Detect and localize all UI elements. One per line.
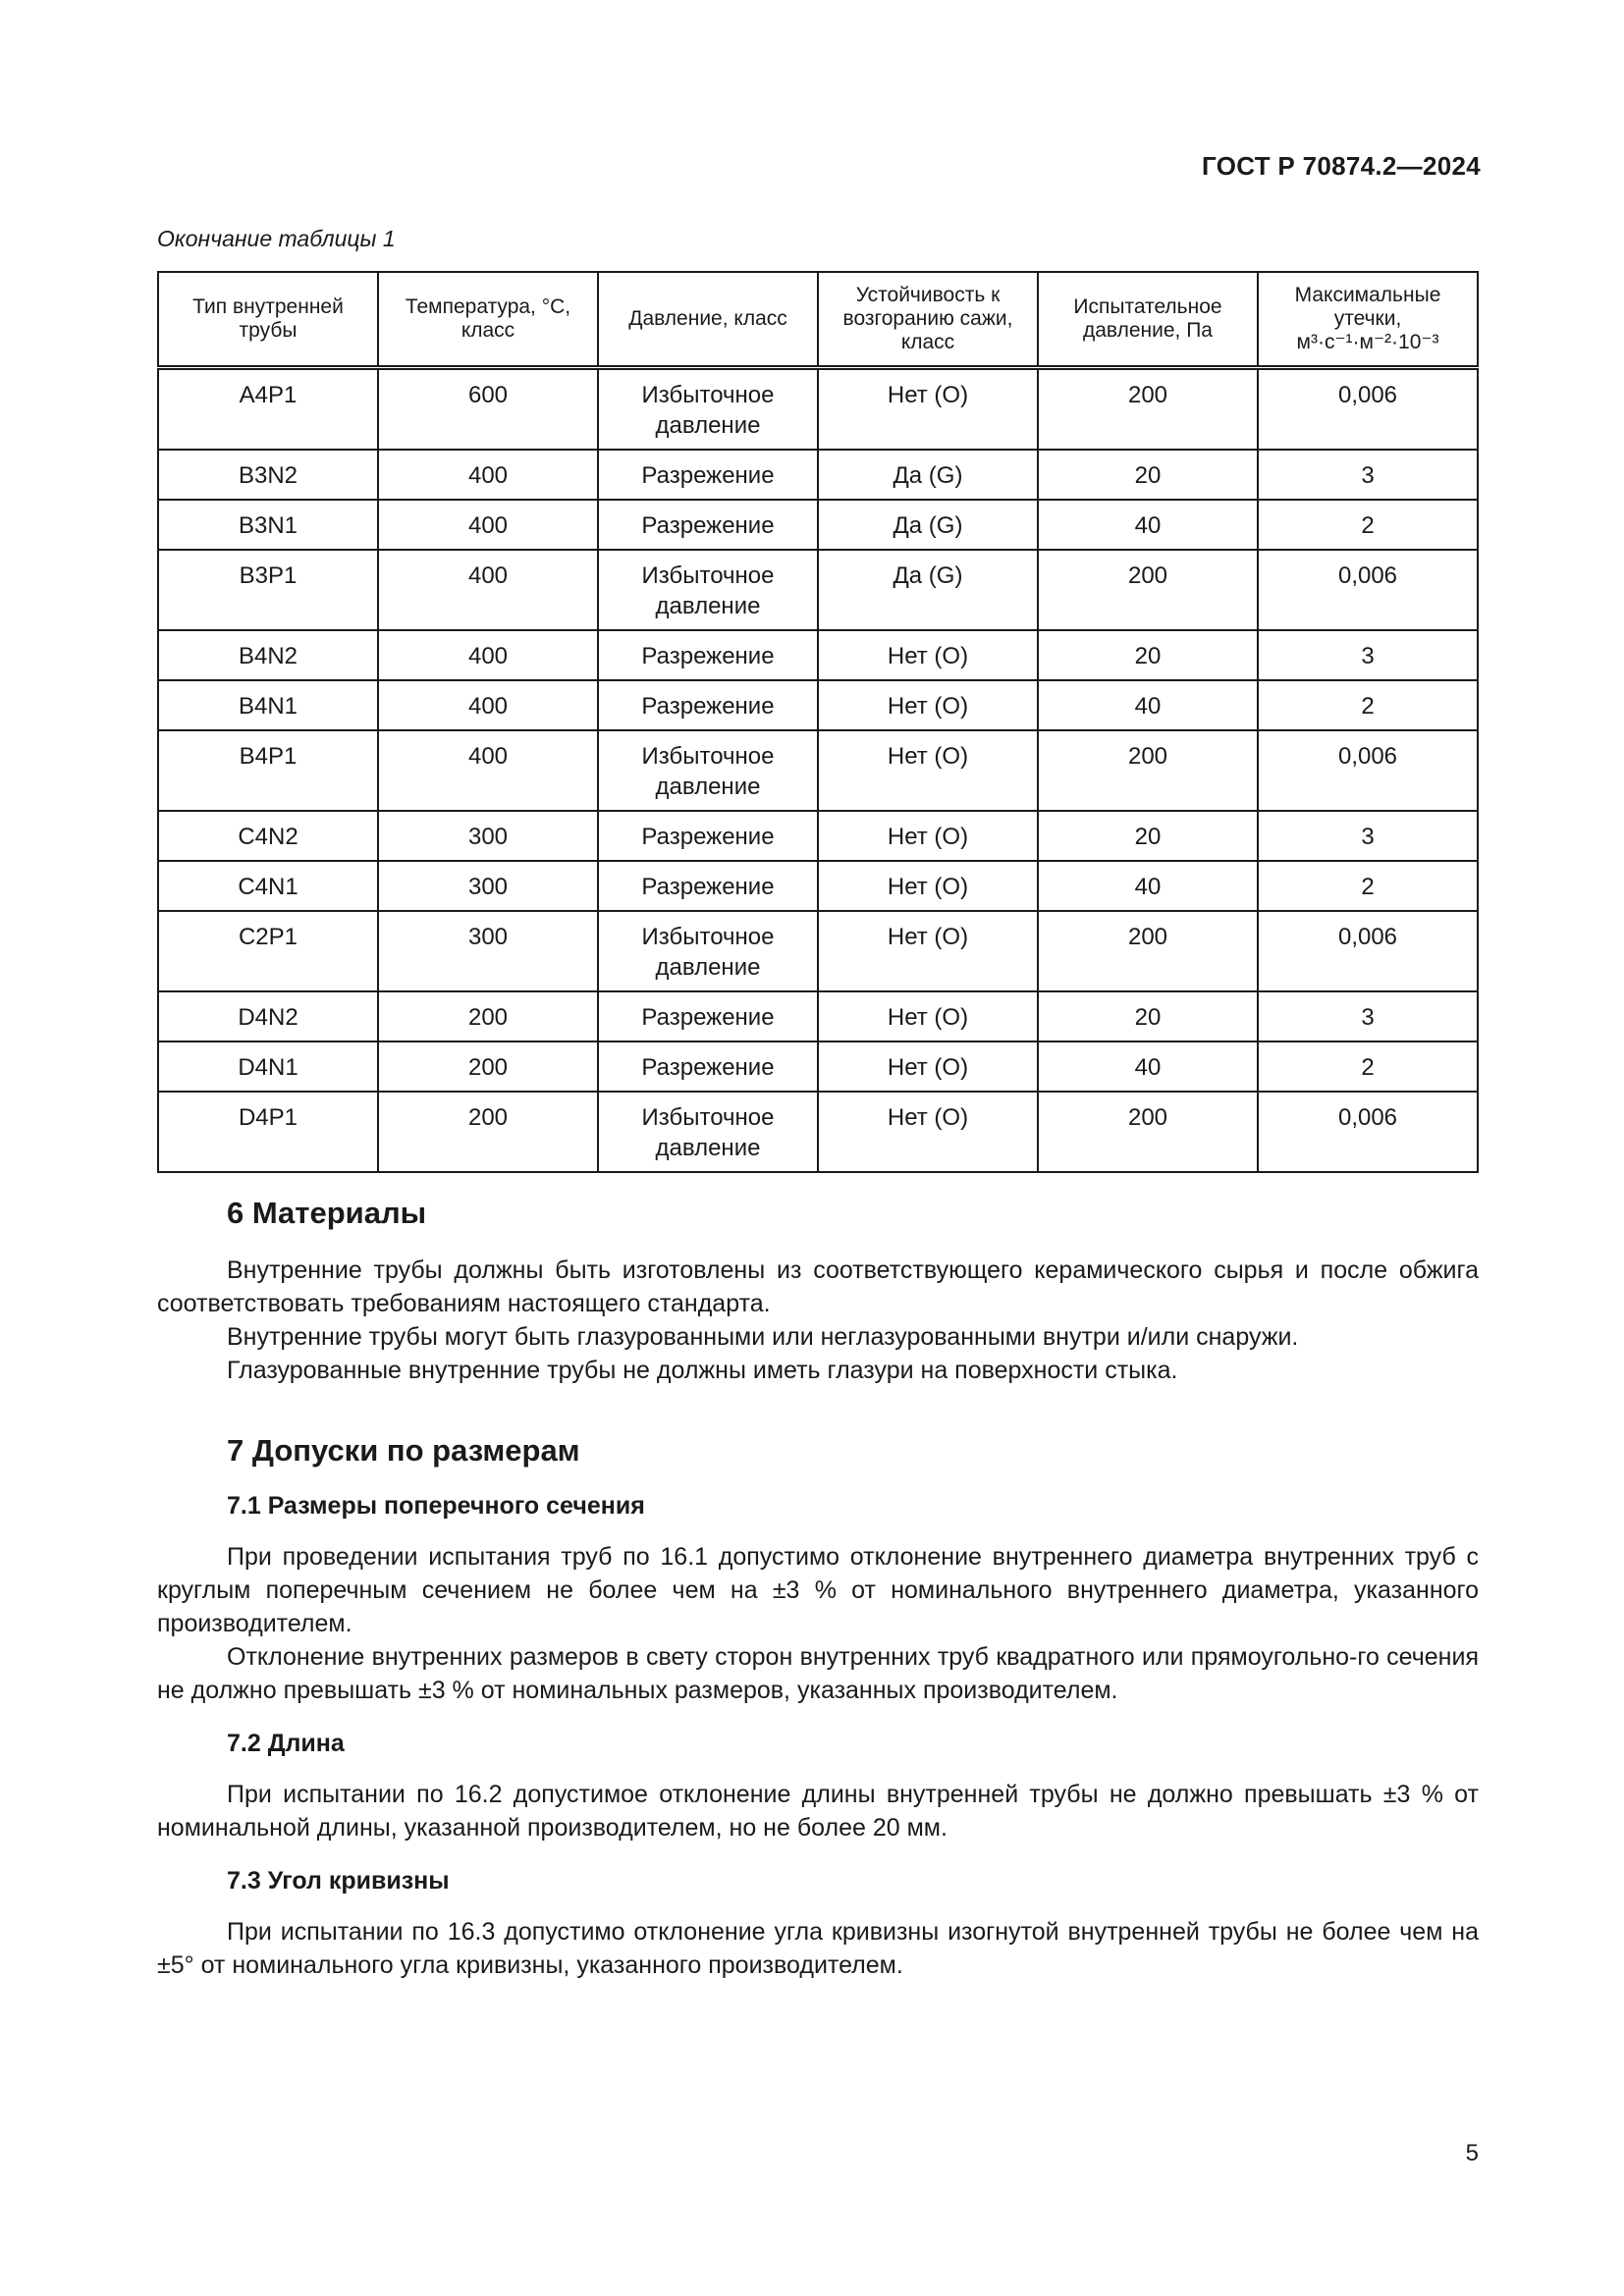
table-cell: 300 xyxy=(378,811,598,861)
table-cell: 3 xyxy=(1258,450,1478,500)
table-row xyxy=(158,730,1478,811)
table-cell: Нет (О) xyxy=(818,991,1038,1041)
leakage-unit: м³·с⁻¹·м⁻²·10⁻³ xyxy=(1296,331,1439,353)
table-cell: Разрежение xyxy=(598,991,818,1041)
page-number: 5 xyxy=(1465,2140,1479,2166)
table-cell: Нет (О) xyxy=(818,1041,1038,1092)
table-cell: Нет (О) xyxy=(818,730,1038,811)
table-cell: 2 xyxy=(1258,500,1478,550)
subsection-7-3-title: 7.3 Угол кривизны xyxy=(227,1867,450,1895)
table-cell: 40 xyxy=(1038,500,1258,550)
column-header: Температура, °С, класс xyxy=(378,272,598,368)
table-row xyxy=(158,861,1478,911)
table-cell: 400 xyxy=(378,730,598,811)
table-row xyxy=(158,500,1478,550)
table-cell: Да (G) xyxy=(818,550,1038,630)
section-6-paragraph: Внутренние трубы могут быть глазурованными или неглазурованными внутри и/или снаружи. xyxy=(227,1323,1299,1351)
table-cell: 200 xyxy=(1038,550,1258,630)
column-header: Тип внутренней трубы xyxy=(158,272,378,368)
table-cell: 0,006 xyxy=(1258,911,1478,991)
table-cell: Нет (О) xyxy=(818,861,1038,911)
table-cell: 3 xyxy=(1258,630,1478,680)
table-cell: Избыточное давление xyxy=(598,1092,818,1172)
table-cell: Разрежение xyxy=(598,680,818,730)
table-cell: 20 xyxy=(1038,991,1258,1041)
table-cell: 20 xyxy=(1038,811,1258,861)
table-cell: 0,006 xyxy=(1258,368,1478,451)
table-cell: D4N2 xyxy=(158,991,378,1041)
table-cell: D4P1 xyxy=(158,1092,378,1172)
table-cell: 40 xyxy=(1038,1041,1258,1092)
table-cell: B3P1 xyxy=(158,550,378,630)
table-cell: 0,006 xyxy=(1258,550,1478,630)
document-code: ГОСТ Р 70874.2—2024 xyxy=(1202,151,1481,181)
column-header: Устойчивость к возгоранию сажи, класс xyxy=(818,272,1038,368)
table-cell: Разрежение xyxy=(598,1041,818,1092)
section-6-title: 6 Материалы xyxy=(227,1196,427,1230)
table-cell: 200 xyxy=(378,1041,598,1092)
column-header: Давление, класс xyxy=(598,272,818,368)
section-7-title: 7 Допуски по размерам xyxy=(227,1433,580,1468)
header-row xyxy=(158,272,1478,368)
subsection-7-2-paragraph: При испытании по 16.2 допустимое отклонение длины внутренней трубы не должно превышать ±3 % от номинальной длины, указанной производителем, но не более 20 мм. xyxy=(157,1781,1479,1842)
table-row xyxy=(158,368,1478,451)
subsection-7-2-title: 7.2 Длина xyxy=(227,1730,345,1757)
table-cell: 400 xyxy=(378,550,598,630)
table-caption: Окончание таблицы 1 xyxy=(157,226,396,251)
table-cell: 2 xyxy=(1258,680,1478,730)
table-cell: 400 xyxy=(378,630,598,680)
table-cell: Разрежение xyxy=(598,630,818,680)
table-cell: Избыточное давление xyxy=(598,911,818,991)
table-row xyxy=(158,991,1478,1041)
section-6-paragraph: Глазурованные внутренние трубы не должны иметь глазури на поверхности стыка. xyxy=(227,1357,1178,1384)
table-header xyxy=(158,272,1478,368)
section-6-paragraph: Внутренние трубы должны быть изготовлены из соответствующего керамического сырья и после обжига соответствовать требованиям настоящего стандарта. xyxy=(157,1256,1479,1317)
table-row xyxy=(158,680,1478,730)
table-cell: Избыточное давление xyxy=(598,550,818,630)
table-cell: 200 xyxy=(1038,730,1258,811)
table-cell: Нет (О) xyxy=(818,630,1038,680)
table-cell: 20 xyxy=(1038,630,1258,680)
table-row xyxy=(158,911,1478,991)
table-cell: Разрежение xyxy=(598,861,818,911)
table-cell: D4N1 xyxy=(158,1041,378,1092)
table-cell: B3N2 xyxy=(158,450,378,500)
table-cell: 40 xyxy=(1038,680,1258,730)
table-row xyxy=(158,811,1478,861)
table-cell: Разрежение xyxy=(598,450,818,500)
subsection-7-1-paragraph: Отклонение внутренних размеров в свету сторон внутренних труб квадратного или прямоугольно-го сечения не должно превышать ±3 % от номинальных размеров, указанных производителем. xyxy=(157,1643,1479,1704)
table-cell: 2 xyxy=(1258,1041,1478,1092)
table-cell: A4P1 xyxy=(158,368,378,451)
table-cell: Избыточное давление xyxy=(598,368,818,451)
table-cell: 20 xyxy=(1038,450,1258,500)
table-cell: Нет (О) xyxy=(818,811,1038,861)
specification-table xyxy=(157,271,1479,1173)
table-cell: B4P1 xyxy=(158,730,378,811)
table-row xyxy=(158,550,1478,630)
table-cell: 0,006 xyxy=(1258,730,1478,811)
table-cell: Нет (О) xyxy=(818,368,1038,451)
table-cell: 200 xyxy=(1038,368,1258,451)
subsection-7-1-paragraph: При проведении испытания труб по 16.1 допустимо отклонение внутреннего диаметра внутренних труб с круглым поперечным сечением не более чем на ±3 % от номинального внутреннего диаметра, указанного производителем. xyxy=(157,1543,1479,1637)
table-cell: 200 xyxy=(1038,1092,1258,1172)
subsection-7-3-paragraph: При испытании по 16.3 допустимо отклонение угла кривизны изогнутой внутренней трубы не более чем на ±5° от номинального угла кривизны, указанного производителем. xyxy=(157,1918,1479,1979)
table-cell: 3 xyxy=(1258,991,1478,1041)
table-cell: C4N2 xyxy=(158,811,378,861)
table-cell: 400 xyxy=(378,680,598,730)
table-cell: B4N2 xyxy=(158,630,378,680)
table-row xyxy=(158,1092,1478,1172)
column-header-text: Максимальные утечки, xyxy=(1294,284,1441,330)
table-cell: 40 xyxy=(1038,861,1258,911)
table-cell: 600 xyxy=(378,368,598,451)
table-cell: 300 xyxy=(378,861,598,911)
table-row xyxy=(158,450,1478,500)
table-cell: 400 xyxy=(378,500,598,550)
table-cell: Да (G) xyxy=(818,500,1038,550)
table-cell: C2P1 xyxy=(158,911,378,991)
table-cell: 300 xyxy=(378,911,598,991)
table-cell: Разрежение xyxy=(598,811,818,861)
table-cell: C4N1 xyxy=(158,861,378,911)
subsection-7-1-title: 7.1 Размеры поперечного сечения xyxy=(227,1492,645,1520)
column-header: Испытательное давление, Па xyxy=(1038,272,1258,368)
table-row xyxy=(158,1041,1478,1092)
table-cell: Избыточное давление xyxy=(598,730,818,811)
table-cell: 3 xyxy=(1258,811,1478,861)
table-cell: 0,006 xyxy=(1258,1092,1478,1172)
table-cell: B3N1 xyxy=(158,500,378,550)
table-cell: Нет (О) xyxy=(818,1092,1038,1172)
table-cell: 200 xyxy=(378,991,598,1041)
table-cell: 200 xyxy=(1038,911,1258,991)
table-cell: 200 xyxy=(378,1092,598,1172)
table-cell: 400 xyxy=(378,450,598,500)
table-body xyxy=(158,368,1478,1173)
column-header-leakage xyxy=(1258,272,1478,368)
table-cell: B4N1 xyxy=(158,680,378,730)
table-cell: 2 xyxy=(1258,861,1478,911)
table-cell: Нет (О) xyxy=(818,911,1038,991)
table-cell: Да (G) xyxy=(818,450,1038,500)
table-row xyxy=(158,630,1478,680)
table-cell: Нет (О) xyxy=(818,680,1038,730)
table-cell: Разрежение xyxy=(598,500,818,550)
